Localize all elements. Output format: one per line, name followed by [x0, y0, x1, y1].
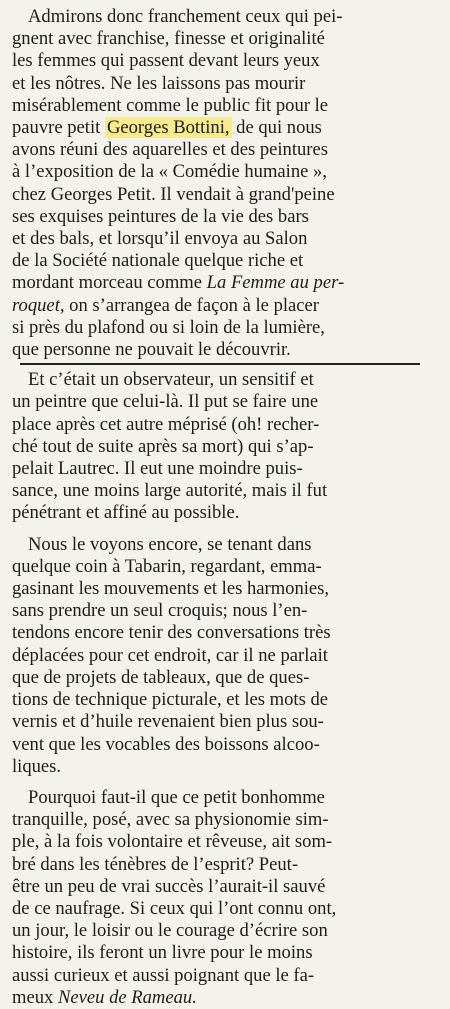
- text-line: tendons encore tenir des conversations très: [12, 622, 331, 644]
- text-line: à l’exposition de la « Comédie humaine »,: [12, 161, 327, 183]
- text-line: ses exquises peintures de la vie des bars: [12, 205, 309, 227]
- text-fragment: mordant morceau comme: [12, 272, 207, 294]
- text-line: ple, à la fois volontaire et rêveuse, ait som-: [12, 831, 333, 853]
- text-fragment: meux: [12, 986, 58, 1008]
- text-line: déplacées pour cet endroit, car il ne parlait: [12, 644, 328, 666]
- text-line: que de projets de tableaux, que de ques-: [12, 666, 310, 688]
- paragraph-3: [12, 534, 438, 778]
- text-line: [12, 295, 438, 317]
- text-line: Pourquoi faut-il que ce petit bonhomme: [28, 786, 325, 808]
- text-line: gnent avec franchise, finesse et originalité: [12, 28, 325, 50]
- text-line: Nous le voyons encore, se tenant dans: [28, 533, 312, 555]
- text-line: pénétrant et affiné au possible.: [12, 502, 240, 524]
- text-line: sans prendre un seul croquis; nous l’en-: [12, 600, 308, 622]
- text-line: histoire, ils feront un livre pour le moins: [12, 942, 313, 964]
- text-line: tions de technique picturale, et les mots de: [12, 689, 329, 711]
- text-line: [12, 117, 438, 139]
- text-line: misérablement comme le public fit pour le: [12, 94, 328, 116]
- text-line: place après cet autre méprisé (oh! recher-: [12, 413, 320, 435]
- text-line: quelque coin à Tabarin, regardant, emma-: [12, 555, 322, 577]
- text-line: liques.: [12, 755, 62, 777]
- text-fragment: on s’arrangea de façon à le placer: [64, 294, 319, 316]
- text-line: bré dans les ténèbres de l’esprit? Peut-: [12, 853, 299, 875]
- text-line: un peintre que celui-là. Il put se faire une: [12, 391, 319, 413]
- text-fragment: de qui nous: [231, 117, 322, 139]
- text-line: de ce naufrage. Si ceux qui l’ont connu ont,: [12, 897, 337, 919]
- text-line: tranquille, posé, avec sa physionomie sim-: [12, 809, 329, 831]
- text-line: être un peu de vrai succès l’aurait-il sauvé: [12, 875, 326, 897]
- text-line: ché tout de suite après sa mort) qui s’ap-: [12, 435, 314, 457]
- text-line: vernis et d’huile revenaient bien plus sou-: [12, 711, 324, 733]
- book-title: Neveu de Rameau.: [57, 986, 197, 1008]
- artwork-title: roquet,: [12, 294, 65, 316]
- text-line: sance, une moins large autorité, mais il fut: [12, 480, 328, 502]
- text-line: un jour, le loisir ou le courage d’écrire son: [12, 920, 328, 942]
- text-line: [12, 272, 438, 294]
- text-line: de la Société nationale quelque riche et: [12, 250, 304, 272]
- text-line: avons réuni des aquarelles et des peintures: [12, 139, 328, 161]
- paragraph-2: [12, 369, 438, 524]
- text-line: Et c’était un observateur, un sensitif et: [28, 369, 314, 391]
- artwork-title: La Femme au per-: [206, 272, 345, 294]
- underline-rule: [20, 363, 420, 365]
- text-line: gasinant les mouvements et les harmonies,: [12, 578, 330, 600]
- text-line: et les nôtres. Ne les laissons pas mourir: [12, 72, 306, 94]
- text-line: [12, 987, 438, 1009]
- text-line: chez Georges Petit. Il vendait à grand'peine: [12, 183, 335, 205]
- highlighted-name: Georges Bottini,: [106, 117, 230, 139]
- text-line: Admirons donc franchement ceux qui pei-: [28, 6, 343, 27]
- text-fragment: pauvre petit: [12, 117, 105, 139]
- text-line: et des bals, et lorsqu’il envoya au Salon: [12, 228, 308, 250]
- text-line: si près du plafond ou si loin de la lumière,: [12, 316, 325, 338]
- paragraph-4: [12, 787, 438, 1009]
- text-line: les femmes qui passent devant leurs yeux: [12, 50, 320, 72]
- text-line: pelait Lautrec. Il eut une moindre puis-: [12, 458, 303, 480]
- text-line: que personne ne pouvait le découvrir.: [12, 339, 291, 361]
- text-line: aussi curieux et aussi poignant que le fa-: [12, 964, 315, 986]
- text-line: vent que les vocables des boissons alcoo-: [12, 733, 320, 755]
- paragraph-1: [12, 6, 438, 361]
